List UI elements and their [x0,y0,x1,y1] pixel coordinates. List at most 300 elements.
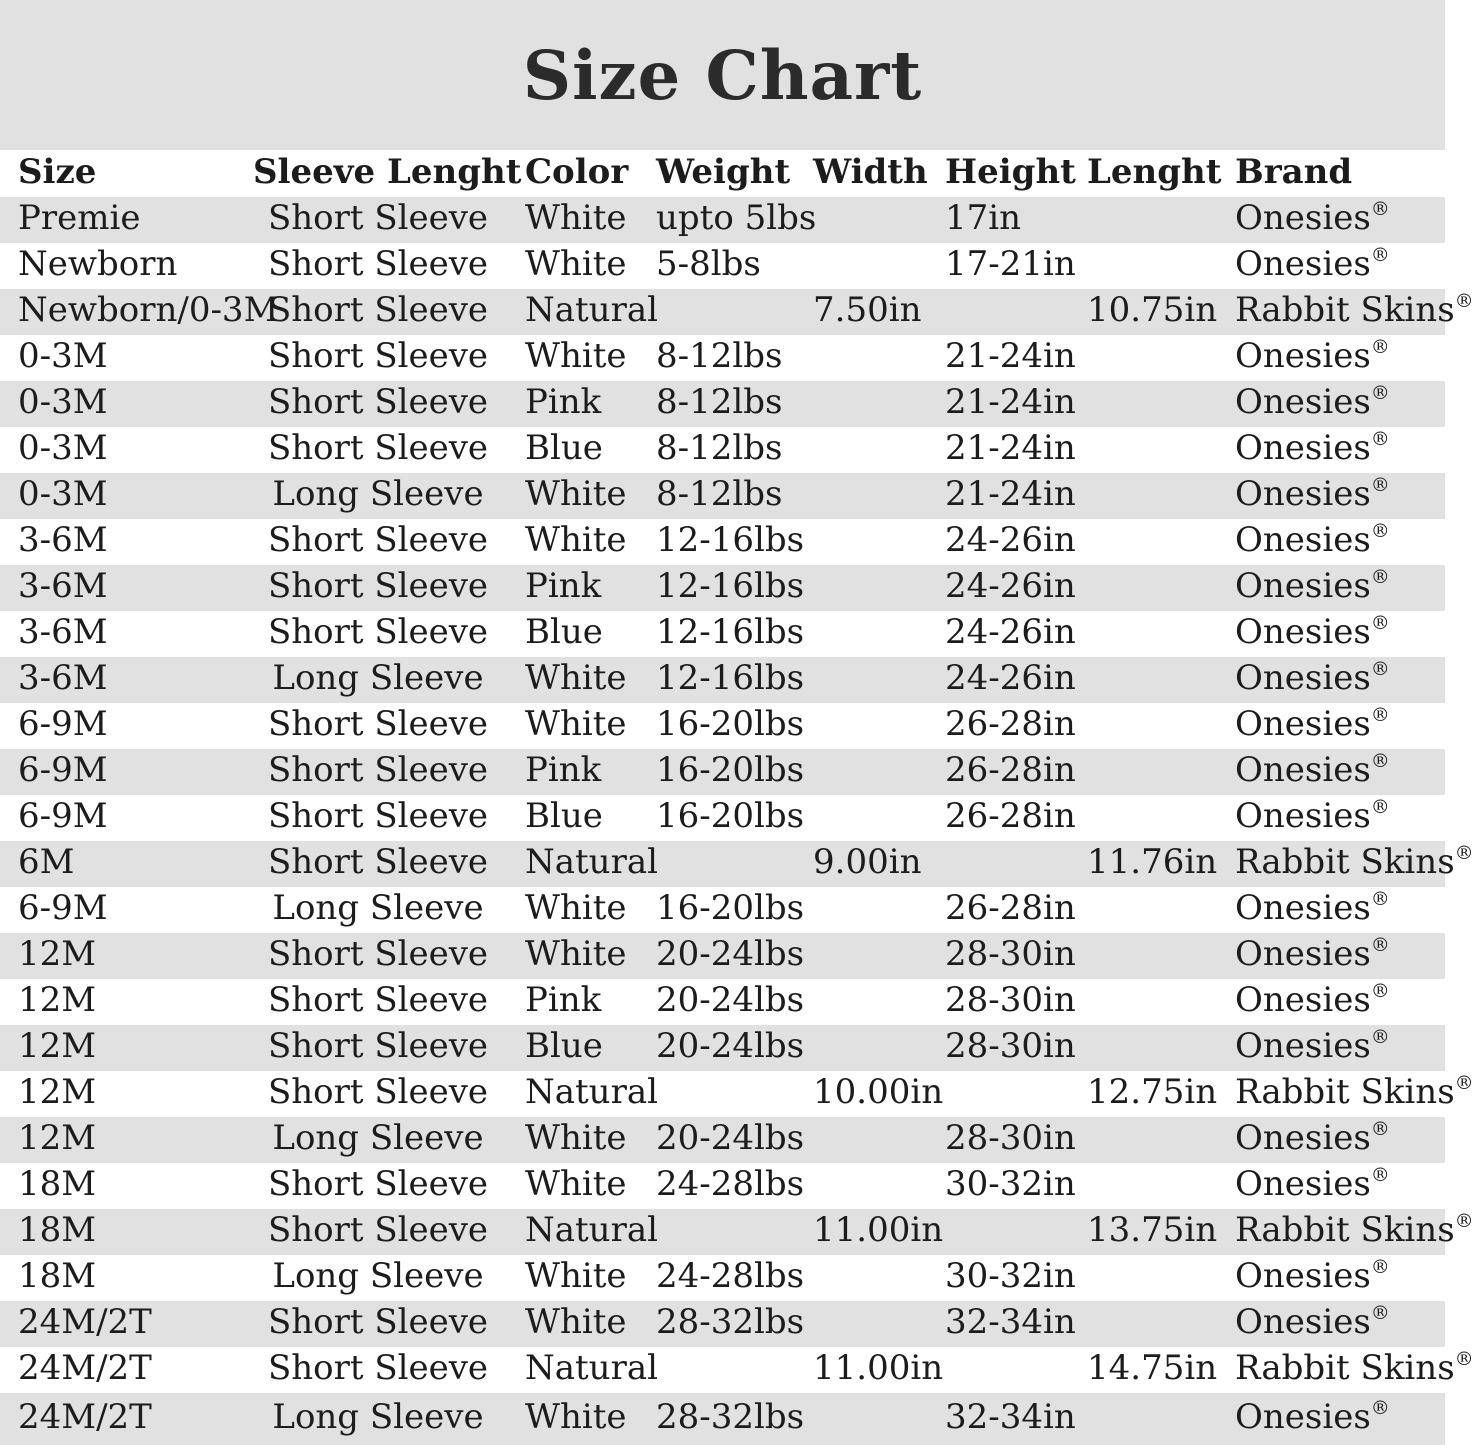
cell-color: Natural [525,1348,658,1388]
table-row [0,335,1445,381]
brand-name: Onesies [1235,1302,1371,1342]
table-row [0,1301,1445,1347]
column-header-weight: Weight [656,151,791,192]
cell-size: 3-6M [18,612,108,652]
cell-sleeve: Short Sleeve [267,1026,489,1066]
cell-length [1087,1046,1235,1050]
cell-color: Pink [525,750,602,790]
column-header-width: Width [813,151,928,192]
cell-brand [1235,1026,1445,1067]
cell-size: 12M [18,1118,97,1158]
cell-sleeve: Short Sleeve [267,566,489,606]
cell-width [813,632,945,636]
table-row [0,427,1445,473]
brand-name: Onesies [1235,1026,1371,1066]
cell-width: 7.50in [813,290,922,330]
brand-name: Onesies [1235,1256,1371,1296]
brand-name: Onesies [1235,520,1371,560]
cell-brand [1235,474,1445,515]
cell-height: 24-26in [945,520,1076,560]
cell-height: 21-24in [945,474,1076,514]
cell-brand [1235,1397,1445,1438]
cell-weight [656,1092,813,1096]
table-row [0,933,1445,979]
cell-width: 9.00in [813,842,922,882]
column-header-brand: Brand [1235,151,1353,192]
cell-brand [1235,1256,1445,1297]
cell-sleeve: Short Sleeve [267,842,489,882]
cell-sleeve: Short Sleeve [267,382,489,422]
cell-color: White [525,336,627,376]
cell-brand [1235,520,1445,561]
table-row [0,887,1445,933]
cell-height: 28-30in [945,934,1076,974]
cell-height: 24-26in [945,658,1076,698]
cell-size: 18M [18,1164,97,1204]
table-row [0,841,1474,887]
table-row [0,1209,1474,1255]
cell-weight: 16-20lbs [656,750,805,790]
cell-sleeve: Short Sleeve [267,1210,489,1250]
table-row [0,611,1445,657]
cell-size: 0-3M [18,382,108,422]
cell-weight: 8-12lbs [656,428,783,468]
cell-weight: 12-16lbs [656,612,805,652]
cell-length [1087,448,1235,452]
size-table [0,150,1474,1445]
cell-height: 26-28in [945,704,1076,744]
cell-color: Blue [525,1026,603,1066]
registered-trademark-symbol: ® [1370,198,1390,220]
cell-length: 13.75in [1087,1210,1218,1250]
cell-width: 11.00in [813,1210,944,1250]
table-row [0,1255,1445,1301]
cell-height: 32-34in [945,1302,1076,1342]
cell-length [1087,1184,1235,1188]
cell-weight [656,1368,813,1372]
cell-color: Natural [525,842,658,882]
cell-size: 0-3M [18,336,108,376]
cell-height: 24-26in [945,612,1076,652]
cell-weight: 8-12lbs [656,474,783,514]
cell-color: Blue [525,428,603,468]
cell-weight: 16-20lbs [656,796,805,836]
cell-weight: 24-28lbs [656,1164,805,1204]
column-header-sleeve: Sleeve Lenght [253,151,522,192]
cell-brand [1235,888,1445,929]
cell-width [813,264,945,268]
cell-brand [1235,382,1445,423]
cell-length [1087,540,1235,544]
brand-name: Onesies [1235,382,1371,422]
cell-length [1087,770,1235,774]
cell-brand [1235,336,1445,377]
cell-length [1087,908,1235,912]
registered-trademark-symbol: ® [1370,1118,1390,1140]
cell-sleeve: Long Sleeve [272,888,484,928]
brand-name: Onesies [1235,612,1371,652]
cell-size: Newborn [18,244,178,284]
cell-sleeve: Short Sleeve [267,244,489,284]
cell-weight: 8-12lbs [656,382,783,422]
cell-weight: 28-32lbs [656,1397,805,1437]
cell-sleeve: Short Sleeve [267,1164,489,1204]
cell-sleeve: Short Sleeve [267,290,489,330]
table-row [0,473,1445,519]
cell-size: 24M/2T [18,1348,152,1388]
cell-color: Natural [525,1072,658,1112]
cell-width [813,218,945,222]
table-header-row [0,150,1445,197]
cell-brand [1235,1210,1474,1251]
brand-name: Onesies [1235,1118,1371,1158]
cell-width: 10.00in [813,1072,944,1112]
cell-weight: 12-16lbs [656,566,805,606]
cell-sleeve: Short Sleeve [267,428,489,468]
cell-size: Newborn/0-3M [18,290,279,330]
cell-width: 11.00in [813,1348,944,1388]
cell-brand [1235,658,1445,699]
cell-size: 6-9M [18,704,108,744]
cell-sleeve: Long Sleeve [272,1397,484,1437]
brand-name: Onesies [1235,566,1371,606]
title-band [0,0,1445,150]
column-header-size: Size [18,151,97,192]
cell-height: 21-24in [945,428,1076,468]
cell-brand [1235,842,1474,883]
column-header-height: Height [945,151,1076,192]
brand-name: Rabbit Skins [1235,842,1455,882]
cell-color: Natural [525,290,658,330]
cell-width [813,540,945,544]
cell-width [813,356,945,360]
table-row [0,197,1445,243]
cell-weight: 20-24lbs [656,980,805,1020]
cell-weight: 16-20lbs [656,704,805,744]
registered-trademark-symbol: ® [1370,1302,1390,1324]
cell-sleeve: Short Sleeve [267,704,489,744]
registered-trademark-symbol: ® [1370,934,1390,956]
cell-height: 28-30in [945,980,1076,1020]
cell-size: 6-9M [18,796,108,836]
cell-color: White [525,704,627,744]
cell-color: White [525,888,627,928]
cell-length [1087,494,1235,498]
cell-weight: 24-28lbs [656,1256,805,1296]
registered-trademark-symbol: ® [1370,1164,1390,1186]
cell-height: 17-21in [945,244,1076,284]
registered-trademark-symbol: ® [1370,1256,1390,1278]
cell-size: 0-3M [18,474,108,514]
table-row [0,1163,1445,1209]
cell-size: 12M [18,934,97,974]
brand-name: Rabbit Skins [1235,290,1455,330]
cell-color: Natural [525,1210,658,1250]
cell-brand [1235,1164,1445,1205]
table-row [0,979,1445,1025]
cell-length: 14.75in [1087,1348,1218,1388]
table-row [0,565,1445,611]
cell-length [1087,954,1235,958]
cell-weight: 20-24lbs [656,934,805,974]
cell-color: Pink [525,980,602,1020]
cell-color: White [525,1164,627,1204]
cell-color: White [525,198,627,238]
brand-name: Onesies [1235,1164,1371,1204]
cell-height: 28-30in [945,1118,1076,1158]
brand-name: Onesies [1235,1397,1371,1437]
cell-sleeve: Short Sleeve [267,1348,489,1388]
cell-size: 6-9M [18,750,108,790]
table-row [0,749,1445,795]
registered-trademark-symbol: ® [1370,750,1390,772]
cell-brand [1235,1302,1445,1343]
cell-height: 24-26in [945,566,1076,606]
cell-sleeve: Long Sleeve [272,658,484,698]
cell-length [1087,724,1235,728]
cell-size: 3-6M [18,566,108,606]
cell-width [813,1276,945,1280]
brand-name: Onesies [1235,198,1371,238]
cell-height: 17in [945,198,1022,238]
cell-sleeve: Short Sleeve [267,1302,489,1342]
cell-color: Pink [525,382,602,422]
registered-trademark-symbol: ® [1370,1397,1390,1419]
registered-trademark-symbol: ® [1370,658,1390,680]
cell-height: 30-32in [945,1164,1076,1204]
column-header-color: Color [525,151,629,192]
registered-trademark-symbol: ® [1454,1072,1474,1094]
cell-height: 26-28in [945,750,1076,790]
registered-trademark-symbol: ® [1370,428,1390,450]
cell-length: 11.76in [1087,842,1218,882]
cell-brand [1235,612,1445,653]
cell-size: 12M [18,980,97,1020]
cell-sleeve: Short Sleeve [267,796,489,836]
brand-name: Onesies [1235,704,1371,744]
cell-length [1087,402,1235,406]
registered-trademark-symbol: ® [1370,796,1390,818]
cell-width [813,816,945,820]
cell-weight: 8-12lbs [656,336,783,376]
table-row [0,519,1445,565]
table-row [0,703,1445,749]
cell-length [1087,1417,1235,1421]
column-header-length: Lenght [1087,151,1222,192]
cell-brand [1235,750,1445,791]
cell-sleeve: Long Sleeve [272,1256,484,1296]
cell-brand [1235,980,1445,1021]
cell-weight [656,1230,813,1234]
table-row [0,243,1445,289]
brand-name: Onesies [1235,796,1371,836]
table-row [0,1347,1474,1393]
cell-color: White [525,1256,627,1296]
brand-name: Rabbit Skins [1235,1072,1455,1112]
cell-length [1087,1276,1235,1280]
cell-width [813,1184,945,1188]
table-row [0,657,1445,703]
table-row [0,1071,1474,1117]
cell-color: Pink [525,566,602,606]
cell-width [813,1417,945,1421]
cell-weight: 20-24lbs [656,1118,805,1158]
table-row [0,1025,1445,1071]
registered-trademark-symbol: ® [1370,1026,1390,1048]
cell-color: Blue [525,612,603,652]
cell-length [1087,632,1235,636]
brand-name: Onesies [1235,428,1371,468]
cell-size: Premie [18,198,141,238]
registered-trademark-symbol: ® [1454,842,1474,864]
cell-size: 6M [18,842,75,882]
cell-weight: 16-20lbs [656,888,805,928]
cell-color: White [525,1118,627,1158]
cell-width [813,1000,945,1004]
cell-width [813,586,945,590]
cell-weight [656,310,813,314]
cell-size: 18M [18,1210,97,1250]
brand-name: Rabbit Skins [1235,1210,1455,1250]
cell-height: 30-32in [945,1256,1076,1296]
registered-trademark-symbol: ® [1370,980,1390,1002]
cell-color: White [525,1302,627,1342]
cell-length [1087,586,1235,590]
registered-trademark-symbol: ® [1370,704,1390,726]
registered-trademark-symbol: ® [1370,474,1390,496]
cell-sleeve: Long Sleeve [272,474,484,514]
cell-brand [1235,428,1445,469]
cell-sleeve: Long Sleeve [272,1118,484,1158]
cell-height: 26-28in [945,796,1076,836]
cell-width [813,402,945,406]
brand-name: Onesies [1235,888,1371,928]
registered-trademark-symbol: ® [1370,888,1390,910]
cell-brand [1235,1348,1474,1389]
cell-height [945,1092,1087,1096]
cell-sleeve: Short Sleeve [267,612,489,652]
cell-height: 21-24in [945,382,1076,422]
brand-name: Onesies [1235,336,1371,376]
cell-size: 18M [18,1256,97,1296]
table-row [0,1393,1445,1445]
brand-name: Rabbit Skins [1235,1348,1455,1388]
table-row [0,289,1474,335]
cell-color: White [525,520,627,560]
registered-trademark-symbol: ® [1370,612,1390,634]
cell-height [945,862,1087,866]
cell-brand [1235,290,1474,331]
cell-length [1087,678,1235,682]
cell-sleeve: Short Sleeve [267,1072,489,1112]
cell-sleeve: Short Sleeve [267,520,489,560]
cell-brand [1235,566,1445,607]
cell-brand [1235,704,1445,745]
cell-width [813,1322,945,1326]
cell-color: White [525,934,627,974]
cell-color: White [525,1397,627,1437]
cell-weight [656,862,813,866]
cell-width [813,678,945,682]
brand-name: Onesies [1235,934,1371,974]
page-title: Size Chart [522,35,923,115]
cell-length: 10.75in [1087,290,1218,330]
registered-trademark-symbol: ® [1454,1210,1474,1232]
registered-trademark-symbol: ® [1370,336,1390,358]
brand-name: Onesies [1235,244,1371,284]
cell-size: 24M/2T [18,1397,152,1437]
cell-brand [1235,934,1445,975]
cell-length [1087,1138,1235,1142]
registered-trademark-symbol: ® [1370,244,1390,266]
cell-length [1087,1322,1235,1326]
cell-sleeve: Short Sleeve [267,198,489,238]
table-row [0,381,1445,427]
cell-width [813,1138,945,1142]
brand-name: Onesies [1235,980,1371,1020]
cell-sleeve: Short Sleeve [267,934,489,974]
cell-width [813,1046,945,1050]
cell-length [1087,218,1235,222]
table-row [0,1117,1445,1163]
cell-width [813,770,945,774]
cell-width [813,494,945,498]
cell-sleeve: Short Sleeve [267,980,489,1020]
registered-trademark-symbol: ® [1370,382,1390,404]
brand-name: Onesies [1235,658,1371,698]
cell-length [1087,264,1235,268]
cell-height [945,1368,1087,1372]
cell-weight: 28-32lbs [656,1302,805,1342]
cell-brand [1235,198,1445,239]
cell-size: 0-3M [18,428,108,468]
registered-trademark-symbol: ® [1370,520,1390,542]
table-row [0,795,1445,841]
cell-sleeve: Short Sleeve [267,750,489,790]
cell-weight: 5-8lbs [656,244,761,284]
cell-length [1087,1000,1235,1004]
registered-trademark-symbol: ® [1370,566,1390,588]
cell-width [813,724,945,728]
cell-color: White [525,244,627,284]
cell-weight: 12-16lbs [656,658,805,698]
cell-length [1087,356,1235,360]
cell-brand [1235,796,1445,837]
cell-sleeve: Short Sleeve [267,336,489,376]
cell-size: 3-6M [18,658,108,698]
cell-height: 26-28in [945,888,1076,928]
cell-weight: 12-16lbs [656,520,805,560]
cell-height [945,1230,1087,1234]
cell-size: 6-9M [18,888,108,928]
cell-height: 32-34in [945,1397,1076,1437]
cell-height: 28-30in [945,1026,1076,1066]
cell-size: 3-6M [18,520,108,560]
cell-brand [1235,1072,1474,1113]
cell-color: White [525,658,627,698]
cell-width [813,448,945,452]
cell-length: 12.75in [1087,1072,1218,1112]
cell-size: 12M [18,1026,97,1066]
cell-width [813,908,945,912]
brand-name: Onesies [1235,750,1371,790]
cell-color: White [525,474,627,514]
cell-size: 24M/2T [18,1302,152,1342]
cell-color: Blue [525,796,603,836]
registered-trademark-symbol: ® [1454,290,1474,312]
cell-length [1087,816,1235,820]
cell-brand [1235,1118,1445,1159]
